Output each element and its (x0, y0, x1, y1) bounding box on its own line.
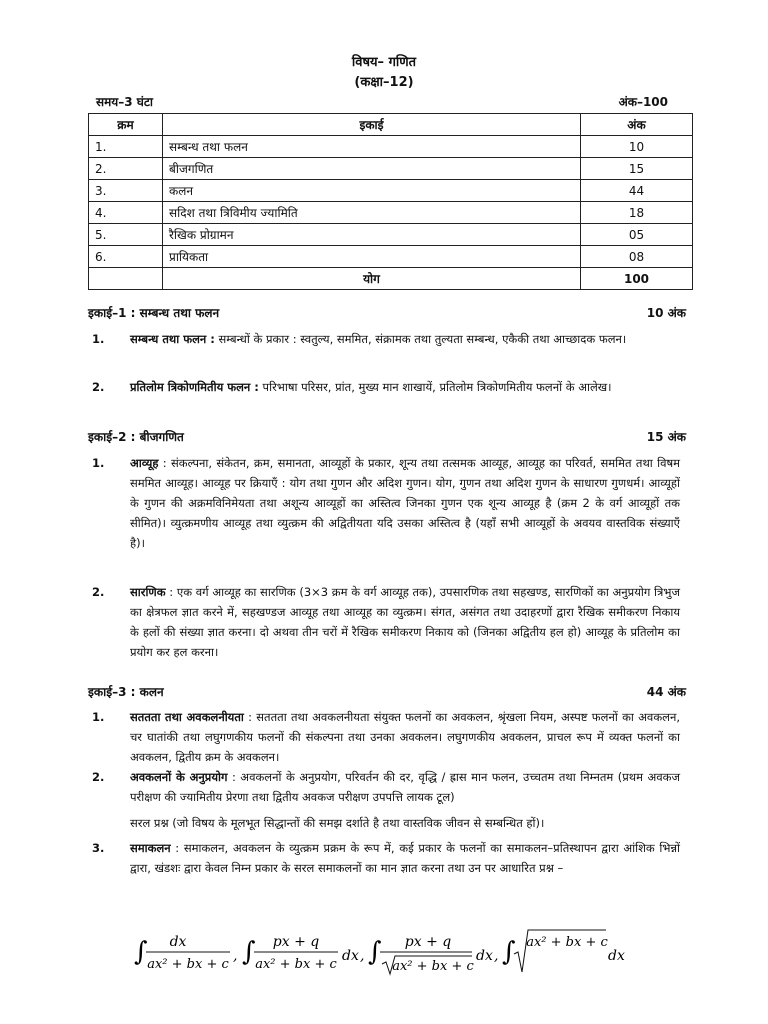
total-label: योग (163, 268, 581, 290)
item-text: : समाकलन, अवकलन के व्युत्क्रम प्रक्रम के रूप में, कई प्रकार के फलनों का समाकलन–प्रतिस्थापन द्वारा आंशिक भिन्नों द्वारा, खंडशः द्वारा केवल निम्न प्रकार के सरल समाकलनों का मान ज्ञात करना तथा उन पर आधारित प्रश्न – (130, 841, 680, 875)
row-marks: 08 (581, 246, 693, 268)
list-item (88, 329, 680, 349)
formula-graphic (130, 920, 650, 980)
list-item (88, 767, 680, 833)
item-text: : सततता तथा अवकलनीयता संयुक्त फलनों का अवकलन, श्रृंखला नियम, अस्पष्ट फलनों का अवकलन, चर घातांकी तथा लघुगणकीय फलनों की संकल्पना तथा उनका अवकलन। लघुगणकीय अवकलन, प्राचल रूप में व्यक्त फलनों का अवकलन, द्वितीय क्रम के अवकलन। (130, 710, 680, 764)
row-marks: 44 (581, 180, 693, 202)
total-marks: 100 (581, 268, 693, 290)
max-marks: अंक–100 (618, 95, 668, 109)
row-serial: 3. (89, 180, 163, 202)
row-marks: 10 (581, 136, 693, 158)
table-row (89, 180, 693, 202)
unit-heading (88, 683, 686, 700)
table-row (89, 246, 693, 268)
item-number: 2. (92, 770, 105, 784)
column-header: अंक (581, 114, 693, 136)
list-item (88, 377, 680, 397)
class-title: (कक्षा–12) (354, 75, 414, 90)
item-text: : अवकलनों के अनुप्रयोग, परिवर्तन की दर, वृद्धि / ह्रास मान फलन, उच्चतम तथा निम्नतम (प्रथम अवकज परीक्षण की ज्यामितीय प्रेरणा तथा द्वितीय अवकज परीक्षण उपपत्ति लायक टूल) (130, 770, 681, 804)
integral-sign-icon: ∫ (134, 937, 148, 967)
comma: , (494, 948, 499, 964)
row-unit: रैखिक प्रोग्रामन (163, 224, 581, 246)
formula-2-denominator: ax² + bx + c (255, 957, 337, 972)
formula-4-radicand: ax² + bx + c (526, 935, 608, 950)
unit-heading (88, 304, 686, 321)
unit-marks-table (88, 113, 693, 290)
formula-3-numerator: px + q (404, 934, 452, 950)
item-text: परिभाषा परिसर, प्रांत, मुख्य मान शाखायें, प्रतिलोम त्रिकोणमितीय फलनों के आलेख। (258, 380, 612, 394)
table-row (89, 158, 693, 180)
column-header: क्रम (89, 114, 163, 136)
list-item (88, 838, 680, 878)
item-heading: सम्बन्ध तथा फलन : (130, 332, 215, 346)
table-header-row (89, 114, 693, 136)
integral-sign-icon: ∫ (242, 937, 256, 967)
column-header: इकाई (163, 114, 581, 136)
formula-4-dx: dx (608, 948, 625, 964)
item-text: : एक वर्ग आव्यूह का सारणिक (3×3 क्रम के वर्ग आव्यूह तक), उपसारणिक तथा सहखण्ड, सारणिकों का अनुप्रयोग त्रिभुज का क्षेत्रफल ज्ञात करने में, सहखण्डज आव्यूह तथा आव्यूह का व्युत्क्रम। संगत, असंगत तथा उदाहरणों द्वारा रैखिक समीकरण निकाय के हलों की संख्या ज्ञात करना। दो अथवा तीन चरों में रैखिक समीकरण निकाय को (जिनका अद्वितीय हल हो) आव्यूह के प्रतिलोम का प्रयोग कर हल करना। (130, 585, 680, 659)
integral-sign-icon: ∫ (502, 937, 516, 967)
item-text: सम्बन्धों के प्रकार : स्वतुल्य, सममित, संक्रामक तथा तुल्यता सम्बन्ध, एकैकी तथा आच्छादक फलन। (214, 332, 627, 346)
item-heading: प्रतिलोम त्रिकोणमितीय फलन : (130, 380, 259, 394)
unit-title: इकाई–2 : बीजगणित (88, 430, 184, 444)
item-number: 2. (92, 380, 105, 394)
row-unit: कलन (163, 180, 581, 202)
item-note: सरल प्रश्न (जो विषय के मूलभूत सिद्धान्तों की समझ दर्शाते है तथा वास्तविक जीवन से सम्बन्धित हों)। (130, 816, 545, 830)
row-marks: 15 (581, 158, 693, 180)
unit-heading (88, 428, 686, 445)
formula-3-dx: dx (476, 948, 493, 964)
row-serial: 2. (89, 158, 163, 180)
table-total-row (89, 268, 693, 290)
item-heading: समाकलन (130, 841, 171, 855)
row-serial: 1. (89, 136, 163, 158)
unit-title: इकाई–1 : सम्बन्ध तथा फलन (88, 306, 220, 320)
list-item (88, 582, 680, 662)
row-unit: सदिश तथा त्रिविमीय ज्यामिति (163, 202, 581, 224)
row-marks: 18 (581, 202, 693, 224)
exam-time: समय–3 घंटा (96, 95, 154, 109)
formula-1-denominator: ax² + bx + c (147, 957, 229, 972)
item-heading: सारणिक (130, 585, 166, 599)
integral-formulas (130, 920, 650, 980)
item-heading: अवकलनों के अनुप्रयोग (130, 770, 228, 784)
unit-marks: 15 अंक (646, 430, 686, 444)
row-serial: 4. (89, 202, 163, 224)
row-marks: 05 (581, 224, 693, 246)
row-unit: प्रायिकता (163, 246, 581, 268)
row-unit: बीजगणित (163, 158, 581, 180)
row-serial: 6. (89, 246, 163, 268)
table-row (89, 202, 693, 224)
row-unit: सम्बन्ध तथा फलन (163, 136, 581, 158)
list-item (88, 707, 680, 767)
unit-marks: 44 अंक (646, 685, 686, 699)
item-number: 1. (92, 332, 105, 346)
formula-3-denominator: ax² + bx + c (392, 959, 474, 974)
row-serial: 5. (89, 224, 163, 246)
unit-title: इकाई–3 : कलन (88, 685, 164, 699)
item-number: 2. (92, 585, 105, 599)
item-number: 3. (92, 841, 105, 855)
item-heading: आव्यूह (130, 456, 159, 470)
formula-2-dx: dx (342, 948, 359, 964)
unit-marks: 10 अंक (646, 306, 686, 320)
item-heading: सततता तथा अवकलनीयता (130, 710, 244, 724)
item-text: : संकल्पना, संकेतन, क्रम, समानता, आव्यूहों के प्रकार, शून्य तथा तत्समक आव्यूह, आव्यूह का परिवर्त, सममित तथा विषम सममित आव्यूह। आव्यूह पर क्रियाएँ : योग तथा गुणन और अदिश गुणन। योग, गुणन तथा अदिश गुणन के साधारण गुणधर्म। आव्यूहों के गुणन की अक्रमविनिमेयता तथा अशून्य आव्यूहों का अस्तित्व जिनका गुणन एक शून्य आव्यूह है (क्रम 2 के वर्ग आव्यूहों तक सीमित)। व्युत्क्रमणीय आव्यूह तथा व्युत्क्रम की अद्वितीयता यदि उसका अस्तित्व है (यहाँ सभी आव्यूहों के अवयव वास्तविक संख्याएँ है)। (130, 456, 680, 550)
subject-title: विषय– गणित (351, 55, 417, 70)
item-number: 1. (92, 456, 105, 470)
formula-1-numerator: dx (169, 934, 187, 950)
item-number: 1. (92, 710, 105, 724)
list-item (88, 453, 680, 553)
comma: , (360, 948, 365, 964)
table-row (89, 224, 693, 246)
table-row (89, 136, 693, 158)
formula-2-numerator: px + q (272, 934, 320, 950)
comma: , (233, 948, 238, 964)
integral-sign-icon: ∫ (368, 937, 382, 967)
